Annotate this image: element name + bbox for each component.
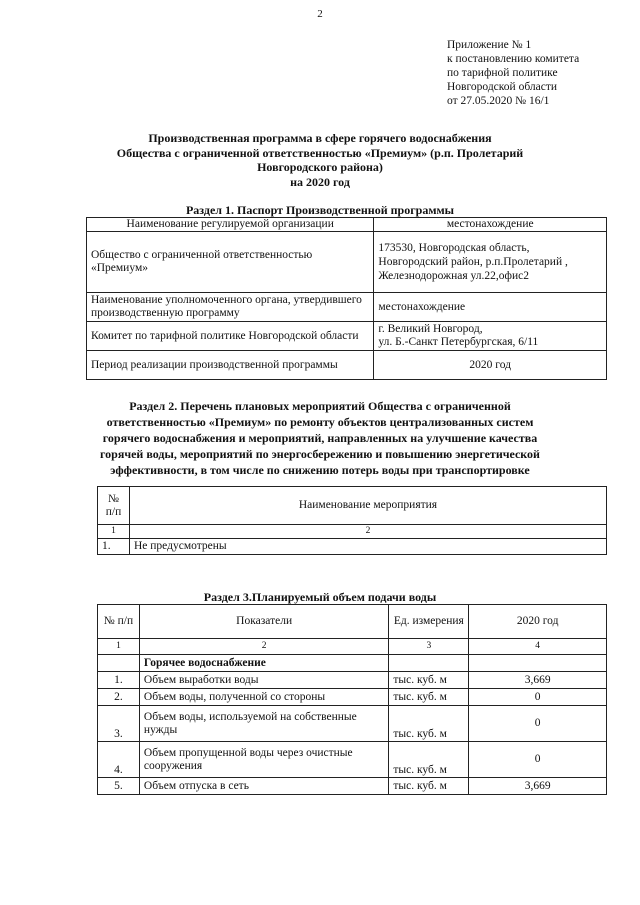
- period-value: 2020 год: [374, 351, 607, 380]
- appendix-line: Приложение № 1: [447, 39, 532, 51]
- supply-row-unit: тыс. куб. м: [389, 706, 469, 742]
- supply-row-value: 0: [469, 742, 607, 778]
- title-line: на 2020 год: [290, 174, 350, 189]
- section3-heading: Раздел 3.Планируемый объем подачи воды: [203, 590, 437, 604]
- authority-address-line: ул. Б.-Санкт Петербургская, 6/11: [378, 336, 539, 348]
- authority-label: Наименование уполномоченного органа, утвердившего производственную программу: [87, 293, 374, 322]
- org-name: Общество с ограниченной ответственностью «Премиум»: [87, 232, 374, 293]
- supply-row-value: 3,669: [469, 672, 607, 689]
- appendix-line: по тарифной политике: [447, 67, 558, 79]
- measures-header-name: Наименование мероприятия: [129, 487, 606, 525]
- appendix-block: [447, 38, 579, 108]
- supply-group-unit: [389, 655, 469, 672]
- supply-row-name: Объем выработки воды: [139, 672, 388, 689]
- section2-heading-line: горячей воды, мероприятий по энергосбережению и повышению энергетической: [100, 447, 540, 461]
- supply-row-name: Объем воды, используемой на собственные нужды: [139, 706, 388, 742]
- measures-row-text: Не предусмотрены: [129, 539, 606, 555]
- section2-heading-line: Раздел 2. Перечень плановых мероприятий Общества с ограниченной: [129, 399, 511, 413]
- supply-index: 4: [469, 639, 607, 655]
- supply-row-num: 4.: [98, 742, 140, 778]
- supply-group-label: Горячее водоснабжение: [139, 655, 388, 672]
- supply-row-value: 0: [469, 706, 607, 742]
- supply-row-value: 3,669: [469, 778, 607, 795]
- period-label: Период реализации производственной программы: [87, 351, 374, 380]
- supply-row-unit: тыс. куб. м: [389, 778, 469, 795]
- title-line: Производственная программа в сфере горячего водоснабжения: [148, 131, 492, 145]
- section2-heading-line: горячего водоснабжения и мероприятий, направленных на улучшение качества: [102, 431, 538, 445]
- section2-heading: [60, 398, 580, 478]
- measures-header-num: № п/п: [98, 487, 130, 525]
- supply-row-name: Объем воды, полученной со стороны: [139, 689, 388, 706]
- org-address: 173530, Новгородская область, Новгородский район, р.п.Пролетарий , Железнодорожная ул.22,офис2: [374, 232, 607, 293]
- authority-address-line: г. Великий Новгород,: [378, 323, 483, 335]
- document-title: [60, 131, 580, 189]
- supply-row-name: Объем отпуска в сеть: [139, 778, 388, 795]
- supply-header-year: 2020 год: [469, 605, 607, 639]
- passport-table: [86, 217, 607, 380]
- supply-row-num: 1.: [98, 672, 140, 689]
- measures-index-2: 2: [129, 525, 606, 539]
- appendix-line: Новгородской области: [447, 81, 558, 93]
- supply-index: 1: [98, 639, 140, 655]
- supply-row-name: Объем пропущенной воды через очистные сооружения: [139, 742, 388, 778]
- page-number: 2: [317, 8, 323, 20]
- measures-table: [97, 486, 607, 555]
- supply-header-indicator: Показатели: [139, 605, 388, 639]
- supply-row-unit: тыс. куб. м: [389, 672, 469, 689]
- supply-table: [97, 604, 607, 795]
- passport-header-loc: местонахождение: [374, 218, 607, 232]
- section1-heading: Раздел 1. Паспорт Производственной программы: [185, 203, 455, 217]
- section2-heading-line: ответственностью «Премиум» по ремонту объектов централизованных систем: [106, 415, 534, 429]
- supply-row-unit: тыс. куб. м: [389, 689, 469, 706]
- appendix-line: к постановлению комитета: [447, 53, 580, 65]
- appendix-line: от 27.05.2020 № 16/1: [447, 95, 550, 107]
- title-line: Общества с ограниченной ответственностью «Премиум» (р.п. Пролетарий: [116, 145, 524, 160]
- supply-group-num: [98, 655, 140, 672]
- supply-row-unit: тыс. куб. м: [389, 742, 469, 778]
- supply-row-num: 2.: [98, 689, 140, 706]
- supply-index: 2: [139, 639, 388, 655]
- passport-header-org: Наименование регулируемой организации: [87, 218, 374, 232]
- measures-index-1: 1: [98, 525, 130, 539]
- authority-address: [374, 322, 607, 351]
- supply-header-num: № п/п: [98, 605, 140, 639]
- section2-heading-line: эффективности, в том числе по снижению потерь воды при транспортировке: [110, 463, 530, 477]
- title-line: Новгородского района): [257, 160, 383, 174]
- supply-group-value: [469, 655, 607, 672]
- supply-row-num: 3.: [98, 706, 140, 742]
- supply-index: 3: [389, 639, 469, 655]
- authority-loc-label: местонахождение: [374, 293, 607, 322]
- supply-header-unit: Ед. измерения: [389, 605, 469, 639]
- authority-name: Комитет по тарифной политике Новгородской области: [87, 322, 374, 351]
- supply-row-value: 0: [469, 689, 607, 706]
- measures-row-num: 1.: [98, 539, 130, 555]
- supply-row-num: 5.: [98, 778, 140, 795]
